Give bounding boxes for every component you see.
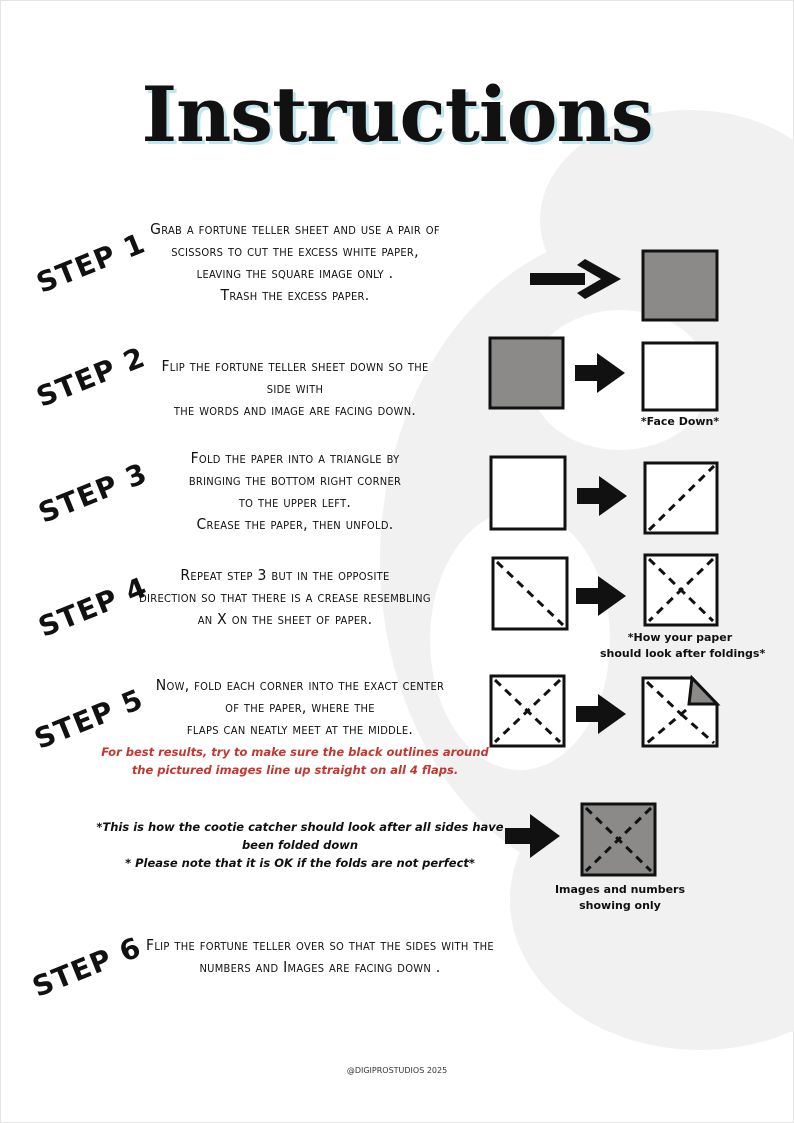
step-4-text <box>105 564 465 630</box>
step-1-line: leaving the square image only . <box>196 264 394 282</box>
step-3-line: bringing the bottom right corner <box>188 471 402 489</box>
step-5-label: STEP 5 <box>29 682 149 756</box>
caption-line: showing only <box>579 899 661 912</box>
grey-square-sheet <box>643 251 717 320</box>
note-line: the pictured images line up straight on all 4 flaps. <box>131 763 459 777</box>
note-line: For best results, try to make sure the black outlines around <box>101 745 489 759</box>
step-1-text <box>100 218 490 306</box>
step-6-line: Flip the fortune teller over so that the sides with the <box>146 936 494 954</box>
step-5-line: of the paper, where the <box>225 698 375 716</box>
step-3-label: STEP 3 <box>33 456 153 530</box>
page-title: Instructions <box>141 70 653 159</box>
step-3-line: Fold the paper into a triangle by <box>190 449 400 467</box>
footer-credit: @DIGIPROSTUDIOS 2025 <box>346 1066 448 1075</box>
step-3-line: to the upper left. <box>238 493 352 511</box>
step-2-line: the words and image are facing down. <box>173 401 417 419</box>
right-arrow-icon <box>577 476 627 516</box>
best-results-note <box>95 743 495 779</box>
step-1-line: scissors to cut the excess white paper, <box>171 242 419 260</box>
blank-square-sheet <box>491 457 565 529</box>
step-6-text <box>110 934 530 978</box>
step-4-line: Repeat step 3 but in the opposite <box>180 566 390 584</box>
step-5-figure <box>486 670 726 754</box>
step-2-line: Flip the fortune teller sheet down so the <box>161 357 429 375</box>
images-numbers-caption <box>550 882 690 914</box>
step-5-line: flaps can neatly meet at the middle. <box>186 720 414 738</box>
right-arrow-icon <box>576 694 626 734</box>
right-arrow-icon <box>505 814 560 858</box>
step-2-figure <box>485 335 725 415</box>
cootie-figure <box>500 800 665 880</box>
note-line: been folded down <box>241 838 359 852</box>
step-1-figure <box>525 245 725 325</box>
after-folding-caption <box>600 630 766 662</box>
caption-line: *How your paper <box>627 631 733 644</box>
step-5-text <box>115 674 485 740</box>
step-2-text <box>120 355 470 421</box>
step-5-line: Now, fold each corner into the exact center <box>155 676 445 694</box>
step-1-line: Trash the excess paper. <box>220 286 370 304</box>
long-arrow-shaft <box>530 273 585 285</box>
step-4-label: STEP 4 <box>33 570 153 644</box>
step-3-figure <box>485 452 725 538</box>
step-4-line: direction so that there is a crease resembling <box>139 588 431 606</box>
right-arrow-icon <box>576 576 626 616</box>
cootie-catcher-note <box>95 818 505 872</box>
step-2-label: STEP 2 <box>31 340 151 414</box>
step-3-line: Crease the paper, then unfold. <box>196 515 394 533</box>
step-1-label: STEP 1 <box>31 226 151 300</box>
step-2-line: side with <box>266 379 324 397</box>
step-4-line: an X on the sheet of paper. <box>197 610 373 628</box>
caption-line: *Face Down* <box>640 415 720 428</box>
caption-line: should look after foldings* <box>600 647 766 660</box>
right-arrow-icon <box>575 353 625 393</box>
caption-line: Images and numbers <box>554 883 686 896</box>
step-1-line: Grab a fortune teller sheet and use a pair of <box>150 220 440 238</box>
step-3-text <box>140 447 450 535</box>
step-6-line: numbers and Images are facing down . <box>199 958 441 976</box>
note-line: * Please note that it is OK if the folds are not perfect* <box>125 856 475 870</box>
step-6-label: STEP 6 <box>27 930 147 1004</box>
note-line: *This is how the cootie catcher should look after all sides have <box>96 820 504 834</box>
grey-square-sheet <box>490 338 563 408</box>
folded-corner-flap <box>689 678 717 704</box>
step-4-figure <box>488 550 728 634</box>
blank-square-sheet <box>643 343 717 410</box>
face-down-caption <box>630 414 730 430</box>
